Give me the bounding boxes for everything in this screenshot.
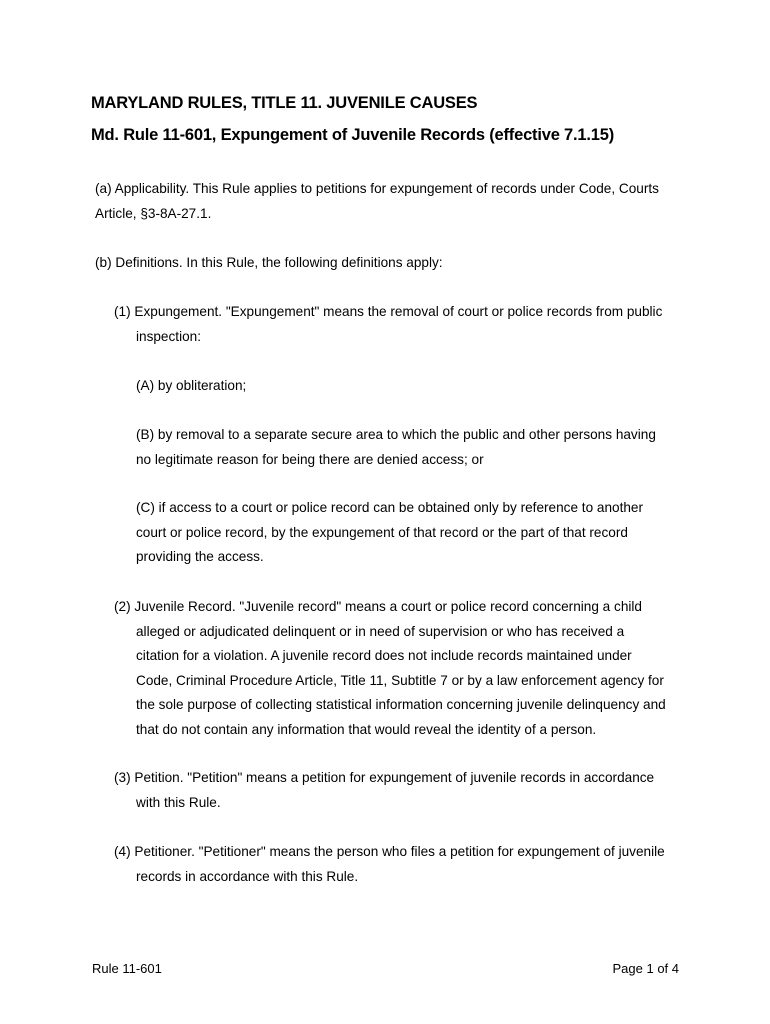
text-line: citation for a violation. A juvenile record does not include records maintained under xyxy=(136,648,632,663)
text-line: (B) by removal to a separate secure area to which the public and other persons having xyxy=(136,427,656,442)
text-line: Article, §3-8A-27.1. xyxy=(95,205,212,221)
definition-petition xyxy=(114,766,654,815)
text-line: (1) Expungement. "Expungement" means the removal of court or police records from public xyxy=(114,304,663,319)
text-line: (a) Applicability. This Rule applies to petitions for expungement of records under Code, Courts xyxy=(95,181,659,196)
footer-rule-number: Rule 11-601 xyxy=(92,961,162,976)
document-title: MARYLAND RULES, TITLE 11. JUVENILE CAUSES xyxy=(91,94,478,112)
text-line: alleged or adjudicated delinquent or in need of supervision or who has received a xyxy=(136,623,625,639)
text-line: (A) by obliteration; xyxy=(136,378,247,393)
text-line: no legitimate reason for being there are denied access; or xyxy=(136,451,484,467)
subitem-b xyxy=(136,423,656,472)
text-line: (C) if access to a court or police record can be obtained only by reference to another xyxy=(136,500,644,515)
text-line: records in accordance with this Rule. xyxy=(136,868,359,884)
definition-expungement xyxy=(114,300,662,349)
text-line: court or police record, by the expungement of that record or the part of that record xyxy=(136,524,628,540)
text-line: with this Rule. xyxy=(136,794,221,810)
footer-page-number: Page 1 of 4 xyxy=(612,961,679,976)
text-line: the sole purpose of collecting statistical information concerning juvenile delinquency and xyxy=(136,697,666,712)
text-line: Code, Criminal Procedure Article, Title 11, Subtitle 7 or by a law enforcement agency for xyxy=(136,672,664,688)
paragraph-definitions xyxy=(95,251,443,276)
text-line: (b) Definitions. In this Rule, the following definitions apply: xyxy=(95,255,443,270)
text-line: (4) Petitioner. "Petitioner" means the person who files a petition for expungement of juvenile xyxy=(114,844,665,859)
definition-juvenile-record xyxy=(114,595,666,742)
text-line: (2) Juvenile Record. "Juvenile record" means a court or police record concerning a child xyxy=(114,599,642,614)
paragraph-applicability xyxy=(95,177,659,226)
text-line: inspection: xyxy=(136,328,201,344)
subitem-c xyxy=(136,496,643,570)
text-line: providing the access. xyxy=(136,549,264,564)
subitem-a xyxy=(136,374,246,399)
text-line: that do not contain any information that would reveal the identity of a person. xyxy=(136,721,597,737)
document-subtitle: Md. Rule 11-601, Expungement of Juvenile Records (effective 7.1.15) xyxy=(91,126,615,144)
definition-petitioner xyxy=(114,840,665,889)
text-line: (3) Petition. "Petition" means a petition for expungement of juvenile records in accordance xyxy=(114,770,655,785)
